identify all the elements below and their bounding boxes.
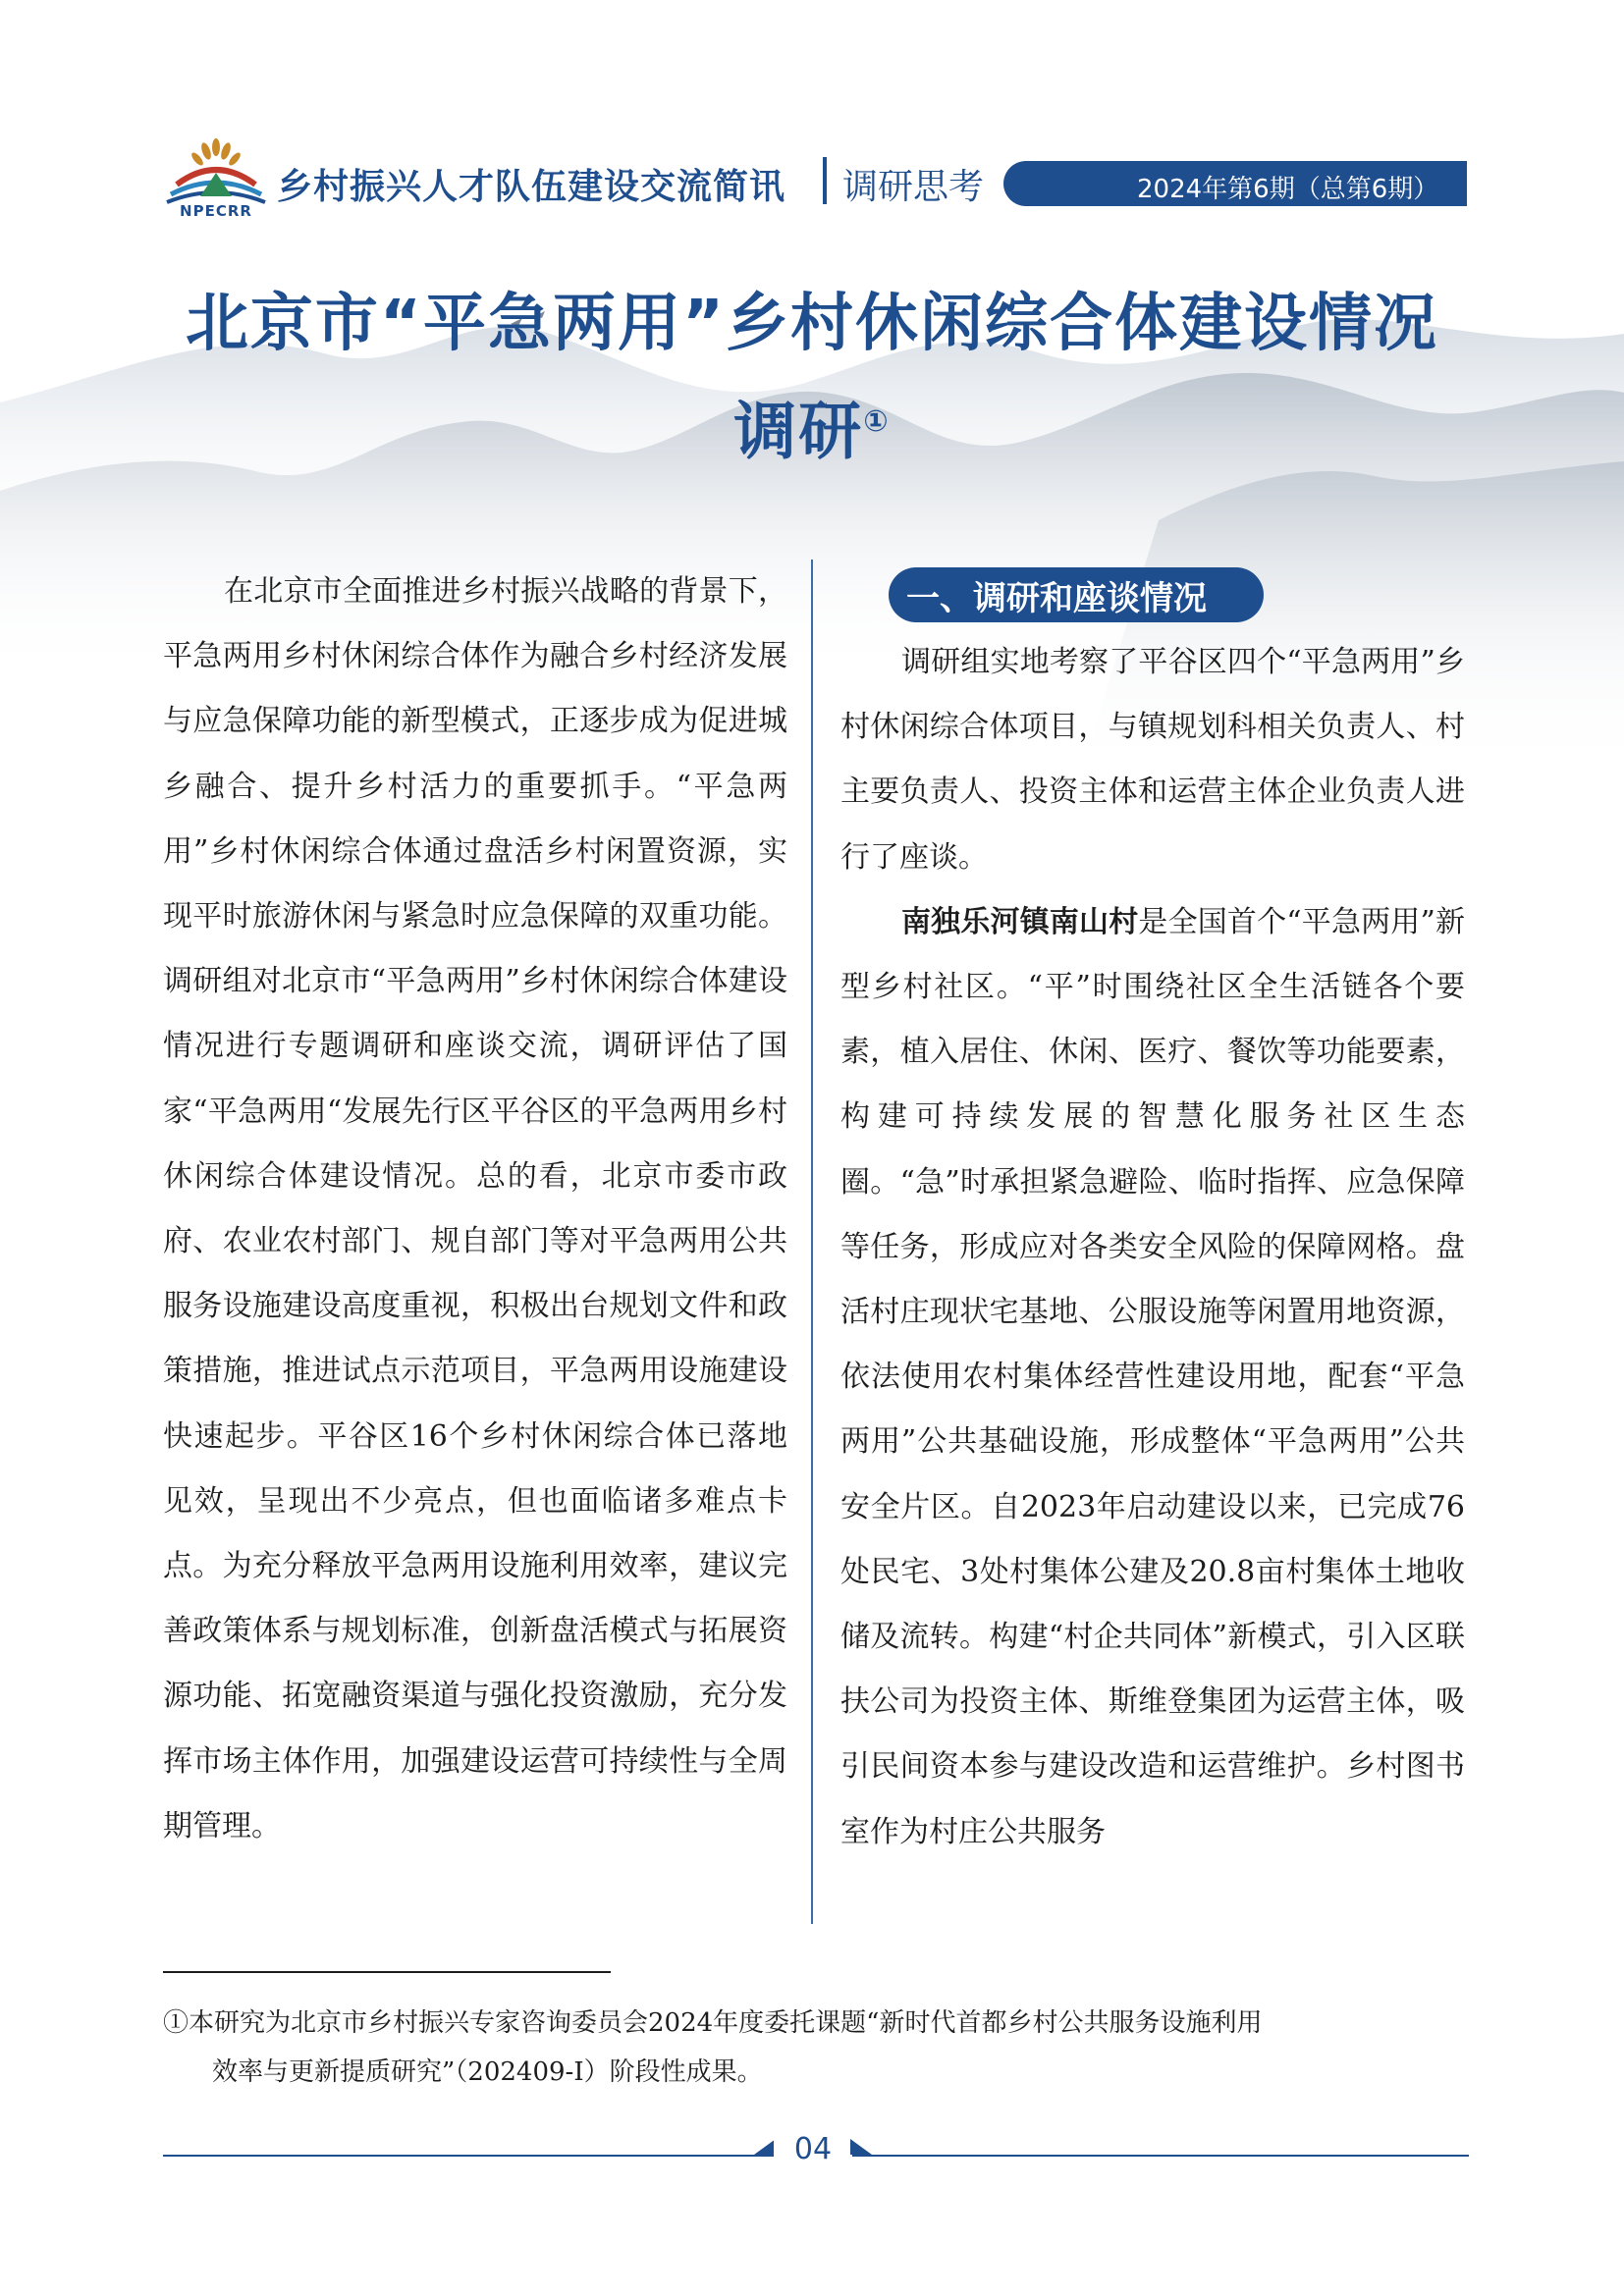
logo-text: NPECRR [180, 202, 252, 220]
article-title-line2 [0, 373, 1624, 481]
section-heading: 一、调研和座谈情况 [906, 579, 1207, 618]
body-paragraph-2 [840, 890, 1465, 1865]
title-footnote-mark: ① [863, 404, 891, 439]
page-header [0, 0, 1624, 226]
abstract-paragraph: 在北京市全面推进乡村振兴战略的背景下，平急两用乡村休闲综合体作为融合乡村经济发展与应急保障功能的新型模式，正逐步成为促进城乡融合、提升乡村活力的重要抓手。“平急两用”乡村休闲综合体通过盘活乡村闲置资源，实现平时旅游休闲与紧急时应急保障的双重功能。调研组对北京市“平急两用”乡村休闲综合体建设情况进行专题调研和座谈交流，调研评估了国家“平急两用“发展先行区平谷区的平急两用乡村休闲综合体建设情况。总的看，北京市委市政府、农业农村部门、规自部门等对平急两用公共服务设施建设高度重视，积极出台规划文件和政策措施，推进试点示范项目，平急两用设施建设快速起步。平谷区16个乡村休闲综合体已落地见效，呈现出不少亮点，但也面临诸多难点卡点。为充分释放平急两用设施利用效率，建议完善政策体系与规划标准，创新盘活模式与拓展资源功能、拓宽融资渠道与强化投资激励，充分发挥市场主体作用，加强建设运营可持续性与全周期管理。 [163, 574, 787, 1843]
publication-name: 乡村振兴人才队伍建设交流简讯 [277, 167, 786, 207]
body-paragraph-1: 调研组实地考察了平谷区四个“平急两用”乡村休闲综合体项目，与镇规划科相关负责人、村主要负责人、投资主体和运营主体企业负责人进行了座谈。 [840, 645, 1465, 875]
article-title [0, 275, 1624, 481]
section-heading-badge [889, 567, 1264, 622]
footnote-line-2: 效率与更新提质研究”（202409-I）阶段性成果。 [212, 2057, 763, 2087]
footnote-line-1: ①本研究为北京市乡村振兴专家咨询委员会2024年度委托课题“新时代首都乡村公共服务设施利用 [163, 2008, 1263, 2038]
body-paragraph-2-text: 是全国首个“平急两用”新型乡村社区。“平”时围绕社区全生活链各个要素，植入居住、休闲、医疗、餐饮等功能要素，构建可持续发展的智慧化服务社区生态圈。“急”时承担紧急避险、临时指挥、应急保障等任务，形成应对各类安全风险的保障网格。盘活村庄现状宅基地、公服设施等闲置用地资源，依法使用农村集体经营性建设用地，配套“平急两用”公共基础设施，形成整体“平急两用”公共安全片区。自2023年启动建设以来，已完成76处民宅、3处村集体公建及20.8亩村集体土地收储及流转。构建“村企共同体”新模式，引入区联扶公司为投资主体、斯维登集团为运营主体，吸引民间资本参与建设改造和运营维护。乡村图书室作为村庄公共服务 [840, 904, 1465, 1849]
issue-number: 2024年第6期（总第6期） [1137, 175, 1439, 204]
header-divider [823, 157, 827, 204]
page-marker-left-icon [754, 2139, 776, 2155]
article-title-line2-text: 调研 [733, 396, 864, 469]
page-marker-right-icon [850, 2139, 872, 2155]
column-divider [811, 560, 813, 1924]
article-title-line1: 北京市“平急两用”乡村休闲综合体建设情况 [185, 288, 1439, 360]
village-name: 南独乐河镇南山村 [901, 904, 1139, 939]
page-number: 04 [774, 2132, 852, 2166]
footnote [163, 1999, 1469, 2097]
right-column [840, 630, 1465, 1865]
section-tag: 调研思考 [842, 167, 985, 207]
footnote-rule [163, 1971, 611, 1973]
left-column [163, 560, 787, 1859]
